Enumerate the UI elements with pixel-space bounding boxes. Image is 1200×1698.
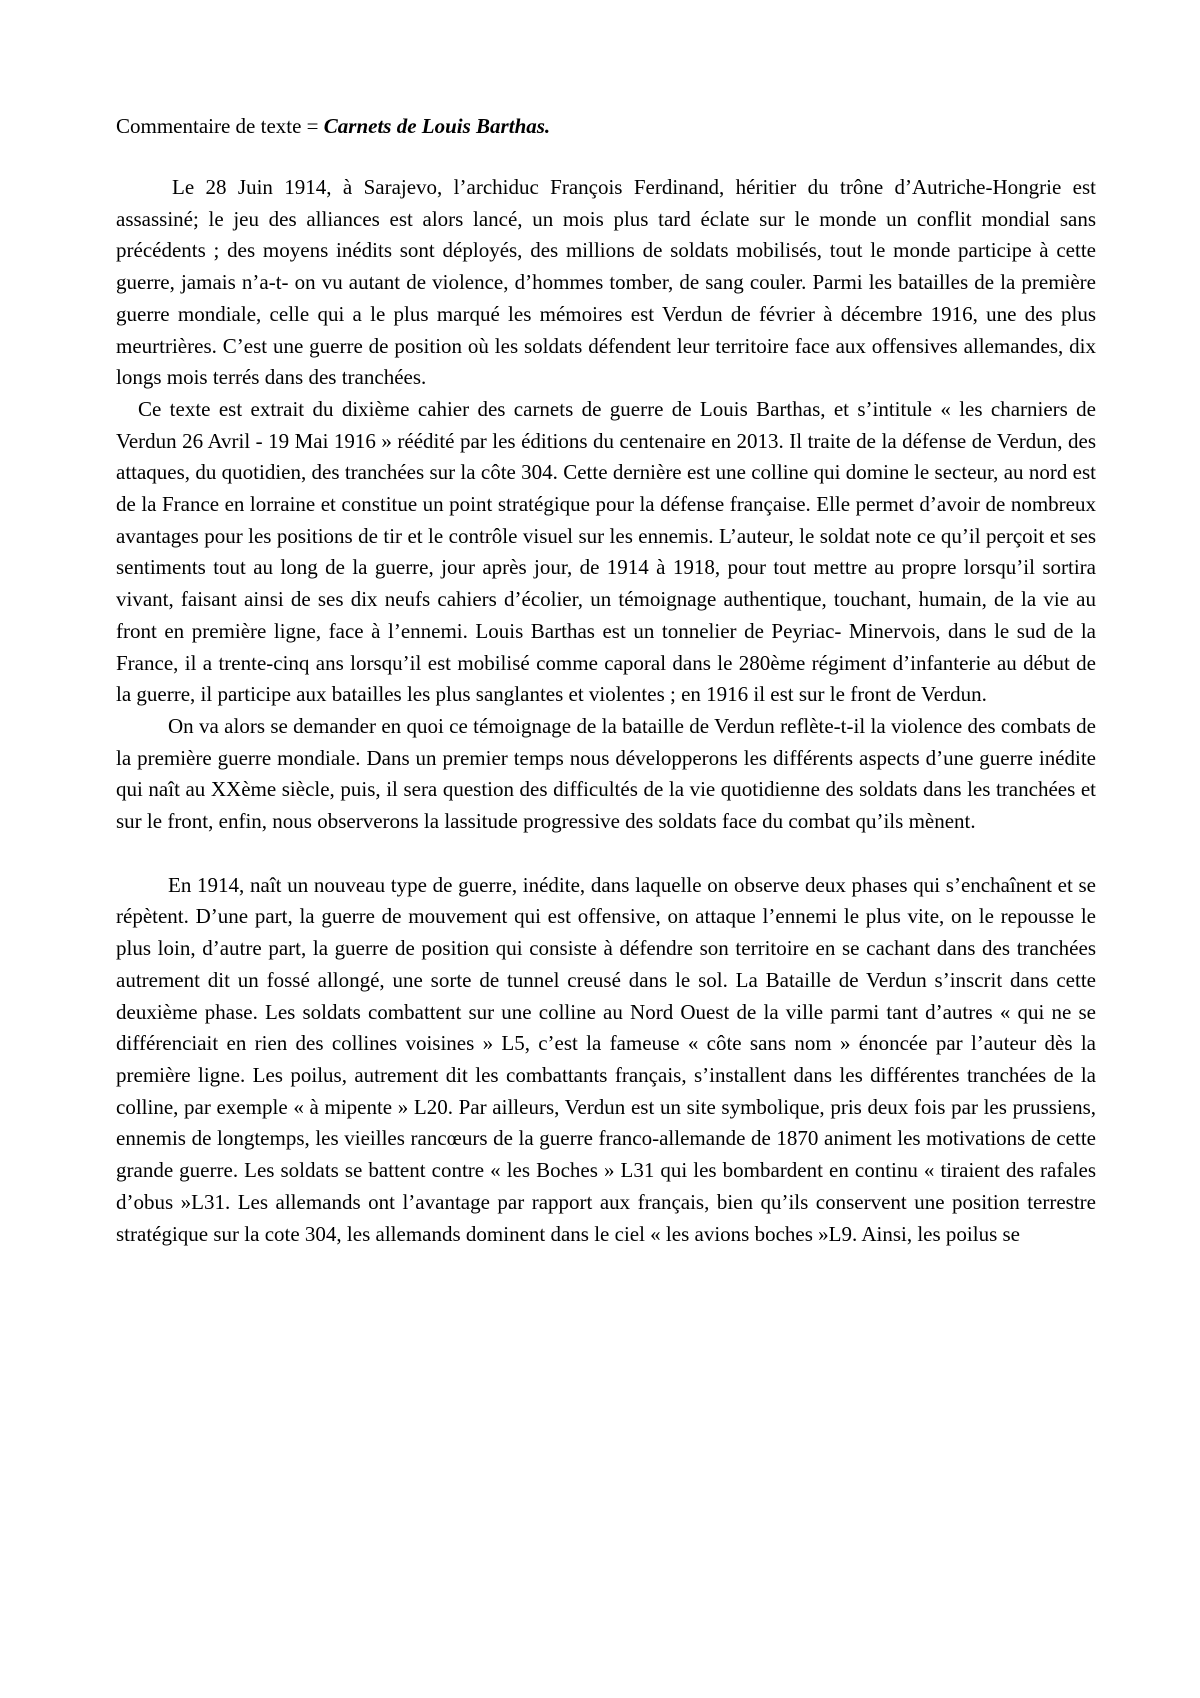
document-page — [116, 110, 1096, 1250]
intro-paragraph-2: Ce texte est extrait du dixième cahier des carnets de guerre de Louis Barthas, et s’intitule « les charniers de Verdun 26 Avril - 19 Mai 1916 » réédité par les éditions du centenaire en 2013. Il traite de la défense de Verdun, des attaques, du quotidien, des tranchées sur la côte 304. Cette dernière est une colline qui domine le secteur, au nord est de la France en lorraine et constitue un point stratégique pour la défense française. Elle permet d’avoir de nombreux avantages pour les positions de tir et le contrôle visuel sur les ennemis. L’auteur, le soldat note ce qu’il perçoit et ses sentiments tout au long de la guerre, jour après jour, de 1914 à 1918, pour tout mettre au propre lorsqu’il sortira vivant, faisant ainsi de ses dix neufs cahiers d’écolier, un témoignage authentique, touchant, humain, de la vie au front en première ligne, face à l’ennemi. Louis Barthas est un tonnelier de Peyriac- Minervois, dans le sud de la France, il a trente-cinq ans lorsqu’il est mobilisé comme caporal dans le 280ème régiment d’infanterie au début de la guerre, il participe aux batailles les plus sanglantes et violentes ; en 1916 il est sur le front de Verdun. — [116, 396, 1096, 707]
intro-paragraph-1: Le 28 Juin 1914, à Sarajevo, l’archiduc François Ferdinand, héritier du trône d’Autriche-Hongrie est assassiné; le jeu des alliances est alors lancé, un mois plus tard éclate sur le monde un conflit mondial sans précédents ; des moyens inédits sont déployés, des millions de soldats mobilisés, tout le monde participe à cette guerre, jamais n’a-t- on vu autant de violence, d’hommes tomber, de sang couler. Parmi les batailles de la première guerre mondiale, celle qui a le plus marqué les mémoires est Verdun de février à décembre 1916, une des plus meurtrières. C’est une guerre de position où les soldats défendent leur territoire face aux offensives allemandes, dix longs mois terrés dans des tranchées. — [116, 175, 1096, 390]
title-prefix: Commentaire de texte = — [116, 114, 324, 138]
document-title — [116, 110, 1096, 142]
title-work: Carnets de Louis Barthas. — [323, 114, 551, 138]
body-paragraph-1: En 1914, naît un nouveau type de guerre, inédite, dans laquelle on observe deux phases qui s’enchaînent et se répètent. D’une part, la guerre de mouvement qui est offensive, on attaque l’ennemi le plus vite, on le repousse le plus loin, d’autre part, la guerre de position qui consiste à défendre son territoire en se cachant dans des tranchées autrement dit un fossé allongé, une sorte de tunnel creusé dans le sol. La Bataille de Verdun s’inscrit dans cette deuxième phase. Les soldats combattent sur une colline au Nord Ouest de la ville parmi tant d’autres « qui ne se différenciait en rien des collines voisines » L5, c’est la fameuse « côte sans nom » énoncée par l’auteur dès la première ligne. Les poilus, autrement dit les combattants français, s’installent dans les différentes tranchées de la colline, par exemple « à mipente » L20. Par ailleurs, Verdun est un site symbolique, pris deux fois par les prussiens, ennemis de longtemps, les vieilles rancœurs de la guerre franco-allemande de 1870 animent les motivations de cette grande guerre. Les soldats se battent contre « les Boches » L31 qui les bombardent en continu « tiraient des rafales d’obus »L31. Les allemands ont l’avantage par rapport aux français, bien qu’ils conservent une position terrestre stratégique sur la cote 304, les allemands dominent dans le ciel « les avions boches »L9. Ainsi, les poilus se — [116, 872, 1096, 1246]
intro-paragraph-3: On va alors se demander en quoi ce témoignage de la bataille de Verdun reflète-t-il la violence des combats de la première guerre mondiale. Dans un premier temps nous développerons les différents aspects d’une guerre inédite qui naît au XXème siècle, puis, il sera question des difficultés de la vie quotidienne des soldats dans les tranchées et sur le front, enfin, nous observerons la lassitude progressive des soldats face du combat qu’ils mènent. — [116, 713, 1096, 834]
section-spacer — [116, 838, 1096, 870]
